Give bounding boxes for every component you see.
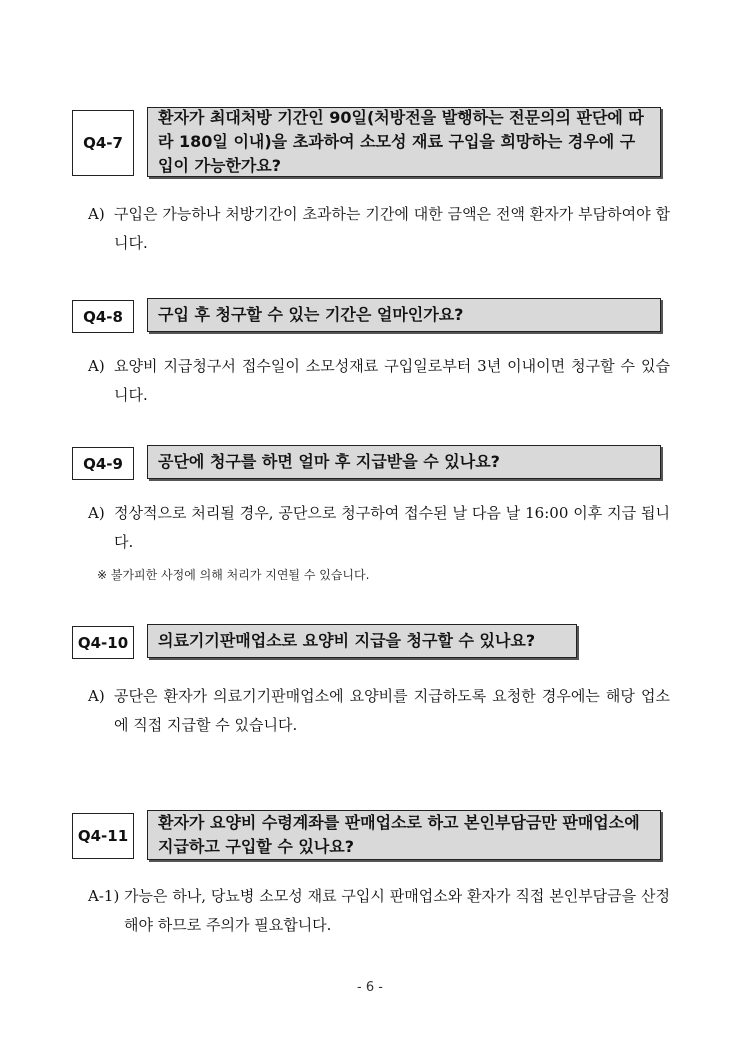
answer-prefix: A) <box>88 205 105 223</box>
page-number: - 6 - <box>357 980 383 995</box>
answer <box>88 200 670 258</box>
note: ※ 불가피한 사정에 의해 처리가 지연될 수 있습니다. <box>97 568 370 582</box>
answer <box>88 682 670 740</box>
question-id: Q4-8 <box>72 300 134 333</box>
answer <box>88 499 670 557</box>
question-box: 의료기기판매업소로 요양비 지급을 청구할 수 있나요? <box>147 624 577 658</box>
question-box: 환자가 요양비 수령계좌를 판매업소로 하고 본인부담금만 판매업소에 지급하고 구입할 수 있나요? <box>147 810 661 860</box>
question-id: Q4-10 <box>72 626 134 659</box>
question-box: 구입 후 청구할 수 있는 기간은 얼마인가요? <box>147 298 661 332</box>
answer-text: 가능은 하나, 당뇨병 소모성 재료 구입시 판매업소와 환자가 직접 본인부담금을 산정해야 하므로 주의가 필요합니다. <box>124 887 670 934</box>
answer <box>88 352 670 410</box>
answer-prefix: A) <box>88 504 105 522</box>
question-id: Q4-7 <box>72 110 134 176</box>
answer-text: 구입은 가능하나 처방기간이 초과하는 기간에 대한 금액은 전액 환자가 부담하여야 합니다. <box>114 205 670 252</box>
answer <box>88 882 670 940</box>
answer-prefix: A) <box>88 357 105 375</box>
answer-prefix: A-1) <box>88 887 120 905</box>
question-box: 환자가 최대처방 기간인 90일(처방전을 발행하는 전문의의 판단에 따라 180일 이내)을 초과하여 소모성 재료 구입을 희망하는 경우에 구입이 가능한가요? <box>147 107 661 177</box>
question-id: Q4-11 <box>72 813 134 859</box>
answer-prefix: A) <box>88 687 105 705</box>
question-id: Q4-9 <box>72 447 134 480</box>
question-box: 공단에 청구를 하면 얼마 후 지급받을 수 있나요? <box>147 445 661 479</box>
answer-text: 요양비 지급청구서 접수일이 소모성재료 구입일로부터 3년 이내이면 청구할 수 있습니다. <box>114 357 670 404</box>
answer-text: 공단은 환자가 의료기기판매업소에 요양비를 지급하도록 요청한 경우에는 해당 업소에 직접 지급할 수 있습니다. <box>114 687 670 734</box>
answer-text: 정상적으로 처리될 경우, 공단으로 청구하여 접수된 날 다음 날 16:00 이후 지급 됩니다. <box>114 504 670 551</box>
